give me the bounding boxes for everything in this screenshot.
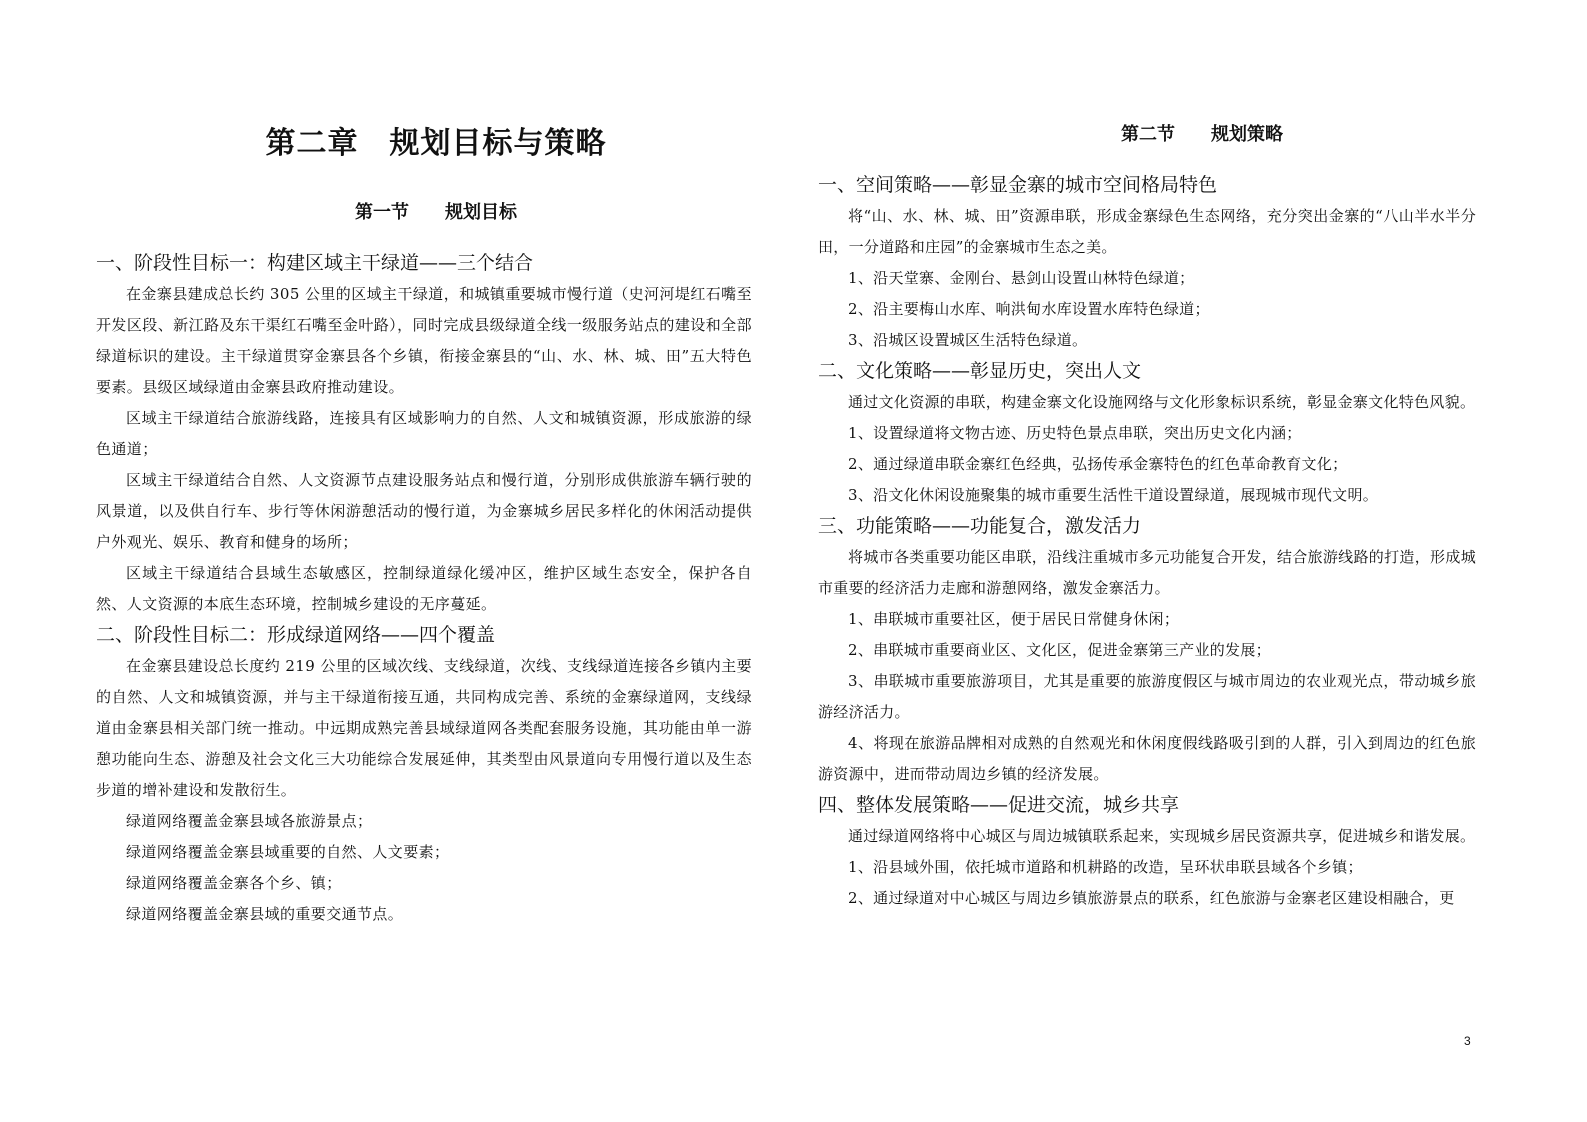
paragraph: 区域主干绿道结合旅游线路，连接具有区域影响力的自然、人文和城镇资源，形成旅游的绿色通道； <box>96 409 752 458</box>
left-column-body <box>96 248 752 930</box>
paragraph: 绿道网络覆盖金寨各个乡、镇； <box>126 874 342 892</box>
paragraph: 绿道网络覆盖金寨县域各旅游景点； <box>126 812 373 830</box>
heading-strategy-culture: 二、文化策略——彰显历史，突出人文 <box>818 360 1142 382</box>
paragraph: 2、通过绿道串联金寨红色经典，弘扬传承金寨特色的红色革命教育文化； <box>848 455 1348 473</box>
paragraph: 4、将现在旅游品牌相对成熟的自然观光和休闲度假线路吸引到的人群，引入到周边的红色旅游资源中，进而带动周边乡镇的经济发展。 <box>818 734 1476 783</box>
page-number: 3 <box>1464 1034 1471 1048</box>
paragraph: 1、串联城市重要社区，便于居民日常健身休闲； <box>848 610 1180 628</box>
paragraph: 3、沿文化休闲设施聚集的城市重要生活性干道设置绿道，展现城市现代文明。 <box>848 486 1379 504</box>
paragraph: 2、串联城市重要商业区、文化区，促进金寨第三产业的发展； <box>848 641 1271 659</box>
paragraph: 绿道网络覆盖金寨县域重要的自然、人文要素； <box>126 843 450 861</box>
paragraph: 2、通过绿道对中心城区与周边乡镇旅游景点的联系，红色旅游与金寨老区建设相融合，更 <box>848 889 1455 907</box>
right-column-body <box>818 170 1476 914</box>
heading-strategy-development: 四、整体发展策略——促进交流，城乡共享 <box>818 794 1180 816</box>
heading-strategy-space: 一、空间策略——彰显金寨的城市空间格局特色 <box>818 174 1218 196</box>
heading-strategy-function: 三、功能策略——功能复合，激发活力 <box>818 515 1142 537</box>
paragraph: 1、沿县域外围，依托城市道路和机耕路的改造，呈环状串联县域各个乡镇； <box>848 858 1363 876</box>
section-title-right: 第二节 规划策略 <box>1121 124 1283 145</box>
paragraph: 绿道网络覆盖金寨县域的重要交通节点。 <box>126 905 404 923</box>
paragraph: 通过文化资源的串联，构建金寨文化设施网络与文化形象标识系统，彰显金寨文化特色风貌。 <box>848 393 1476 411</box>
paragraph: 区域主干绿道结合自然、人文资源节点建设服务站点和慢行道，分别形成供旅游车辆行驶的风景道，以及供自行车、步行等休闲游憩活动的慢行道，为金寨城乡居民多样化的休闲活动提供户外观光、娱乐、教育和健身的场所； <box>96 471 752 551</box>
paragraph: 3、沿城区设置城区生活特色绿道。 <box>848 331 1088 349</box>
paragraph: 通过绿道网络将中心城区与周边城镇联系起来，实现城乡居民资源共享，促进城乡和谐发展。 <box>848 827 1476 845</box>
paragraph: 2、沿主要梅山水库、响洪甸水库设置水库特色绿道； <box>848 300 1210 318</box>
chapter-title: 第二章 规划目标与策略 <box>265 126 607 161</box>
paragraph: 1、设置绿道将文物古迹、历史特色景点串联，突出历史文化内涵； <box>848 424 1302 442</box>
paragraph: 将城市各类重要功能区串联，沿线注重城市多元功能复合开发，结合旅游线路的打造，形成城市重要的经济活力走廊和游憩网络，激发金寨活力。 <box>818 548 1476 597</box>
paragraph: 在金寨县建成总长约 305 公里的区域主干绿道，和城镇重要城市慢行道（史河河堤红石嘴至开发区段、新江路及东干渠红石嘴至金叶路），同时完成县级绿道全线一级服务站点的建设和全部绿道标识的建设。主干绿道贯穿金寨县各个乡镇，衔接金寨县的“山、水、林、城、田”五大特色要素。县级区域绿道由金寨县政府推动建设。 <box>96 285 752 396</box>
paragraph: 区域主干绿道结合县域生态敏感区，控制绿道绿化缓冲区，维护区域生态安全，保护各自然、人文资源的本底生态环境，控制城乡建设的无序蔓延。 <box>96 564 752 613</box>
heading-goal-2: 二、阶段性目标二：形成绿道网络——四个覆盖 <box>96 624 496 646</box>
paragraph: 3、串联城市重要旅游项目，尤其是重要的旅游度假区与城市周边的农业观光点，带动城乡旅游经济活力。 <box>818 672 1476 721</box>
section-title-left: 第一节 规划目标 <box>355 202 517 223</box>
paragraph: 在金寨县建设总长度约 219 公里的区域次线、支线绿道，次线、支线绿道连接各乡镇内主要的自然、人文和城镇资源，并与主干绿道衔接互通，共同构成完善、系统的金寨绿道网，支线绿道由金寨县相关部门统一推动。中远期成熟完善县域绿道网各类配套服务设施，其功能由单一游憩功能向生态、游憩及社会文化三大功能综合发展延伸，其类型由风景道向专用慢行道以及生态步道的增补建设和发散衍生。 <box>96 657 752 799</box>
paragraph: 将“山、水、林、城、田”资源串联，形成金寨绿色生态网络，充分突出金寨的“八山半水半分田，一分道路和庄园”的金寨城市生态之美。 <box>818 207 1476 256</box>
heading-goal-1: 一、阶段性目标一：构建区域主干绿道——三个结合 <box>96 252 534 274</box>
paragraph: 1、沿天堂寨、金刚台、悬剑山设置山林特色绿道； <box>848 269 1195 287</box>
